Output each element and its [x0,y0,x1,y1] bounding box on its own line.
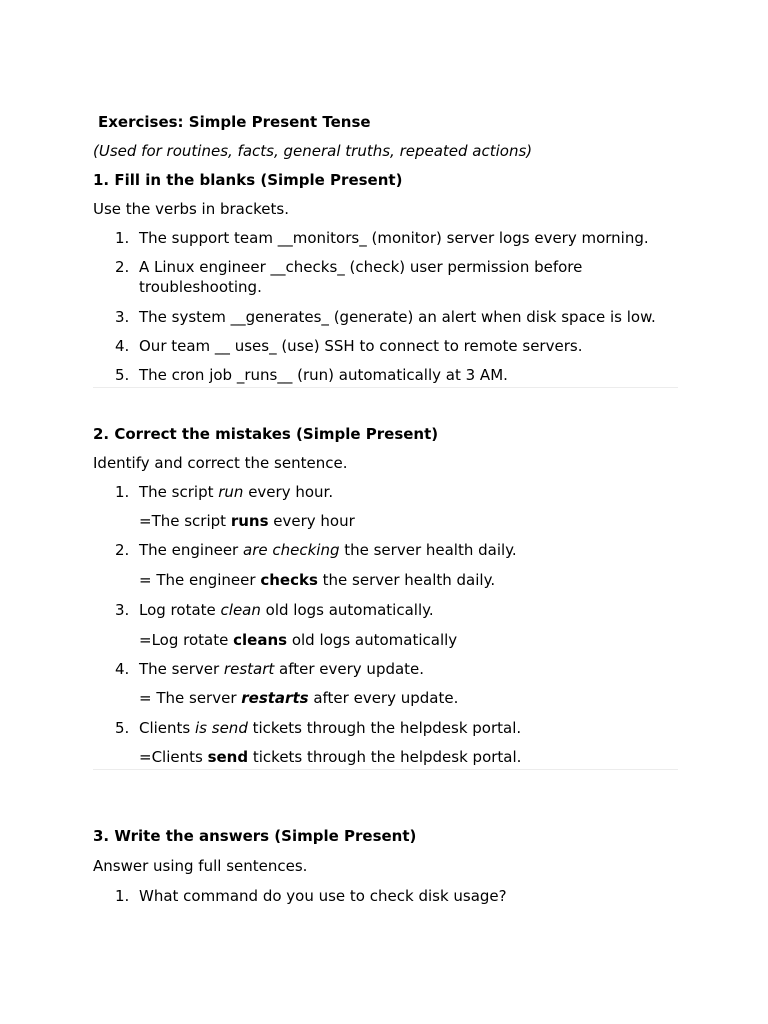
question-text: The server restart after every update. [139,660,425,678]
document-title: Exercises: Simple Present Tense [98,113,371,131]
document-subtitle: (Used for routines, facts, general truths, repeated actions) [93,142,533,160]
section-correct-mistakes [93,424,678,769]
item-text: What command do you use to check disk usage? [139,887,507,905]
error-word: restart [223,660,275,678]
section-divider [93,769,678,770]
item-number: 5. [115,719,130,737]
item-text: The support team __monitors_ (monitor) server logs every morning. [139,229,649,247]
corrected-word: cleans [233,631,288,649]
section-heading: 3. Write the answers (Simple Present) [93,827,417,845]
list-item [93,886,678,915]
item-number: 4. [115,660,130,678]
answer-line: =Log rotate cleans old logs automatically [139,631,458,649]
section-heading: 1. Fill in the blanks (Simple Present) [93,171,403,189]
section-fill-in-blanks [93,170,678,387]
item-number: 4. [115,337,130,355]
error-word: are checking [243,541,340,559]
item-number: 3. [115,308,130,326]
list-item [93,659,678,688]
section-write-answers [93,826,678,915]
section-divider [93,387,678,388]
item-number: 2. [115,541,130,559]
corrected-word: checks [260,571,318,589]
item-text: Our team __ uses_ (use) SSH to connect to remote servers. [139,337,583,355]
item-number: 3. [115,601,130,619]
corrected-word: restarts [241,689,309,707]
answer-line: =Clients send tickets through the helpdesk portal. [139,748,522,766]
question-text: The engineer are checking the server health daily. [139,541,517,559]
list-item [93,482,678,511]
document-page [93,112,678,915]
item-text: The system __generates_ (generate) an alert when disk space is low. [139,308,656,326]
list-item [93,365,678,387]
answer-line: = The server restarts after every update. [139,689,459,707]
answer-line: =The script runs every hour [139,512,355,530]
error-word: clean [220,601,261,619]
item-number: 2. [115,258,130,276]
list-item [93,600,678,630]
item-text: A Linux engineer __checks_ (check) user permission before troubleshooting. [139,258,583,296]
question-text: Log rotate clean old logs automatically. [139,601,434,619]
question-text: The script run every hour. [139,483,334,501]
list-item [93,540,678,570]
list-item [93,718,678,747]
section-instruction: Use the verbs in brackets. [93,200,289,218]
corrected-word: runs [230,512,269,530]
error-word: run [218,483,244,501]
corrected-word: send [207,748,249,766]
section-instruction: Identify and correct the sentence. [93,454,348,472]
list-item [93,228,678,257]
item-number: 1. [115,483,130,501]
item-number: 1. [115,887,130,905]
question-text: Clients is send tickets through the helpdesk portal. [139,719,522,737]
list-item [93,336,678,365]
section-heading: 2. Correct the mistakes (Simple Present) [93,425,439,443]
answer-line: = The engineer checks the server health daily. [139,571,496,589]
item-number: 1. [115,229,130,247]
list-item [93,257,678,307]
list-item [93,307,678,336]
item-text: The cron job _runs__ (run) automatically at 3 AM. [139,366,508,384]
item-number: 5. [115,366,130,384]
error-word: is send [195,719,248,737]
section-instruction: Answer using full sentences. [93,857,308,875]
